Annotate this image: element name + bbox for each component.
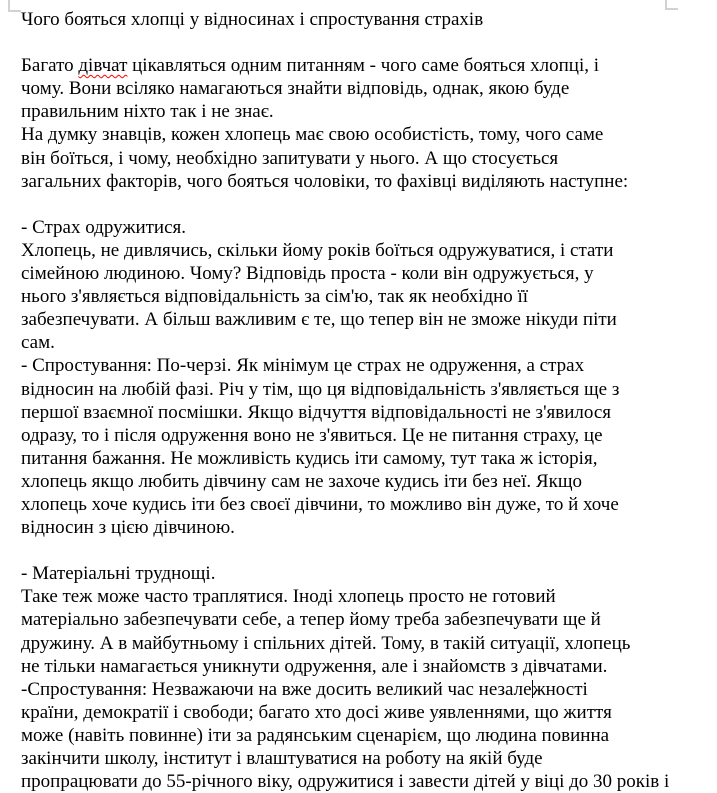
line-text: матеріально забезпечувати себе, а тепер йому треба забезпечувати ще й [21, 609, 601, 631]
misspelled-word[interactable]: дівчат [78, 55, 128, 77]
document-line[interactable] [21, 331, 711, 354]
line-text: -Спростування: Незважаючи на вже досить великий час незале [21, 678, 532, 700]
document-line[interactable] [21, 378, 711, 401]
document-line[interactable] [21, 655, 711, 678]
document-line[interactable] [21, 447, 711, 470]
line-text: закінчити школу, інститут і влаштуватися на роботу на якій буде [21, 748, 543, 769]
document-line[interactable] [21, 424, 711, 447]
line-text: - Спростування: По-черзі. Як мінімум це страх не одруження, а страх [21, 355, 585, 377]
line-text: хлопець якщо любить дівчину сам не захоче кудись іти без неї. Якщо [21, 470, 582, 492]
document-line[interactable] [21, 701, 711, 724]
document-line[interactable] [21, 262, 711, 285]
line-text: Багато [21, 55, 79, 77]
line-text: хлопець хоче кудись іти без своєї дівчини, то можливо він дуже, то й хоче [21, 493, 619, 515]
document-line[interactable] [21, 31, 711, 54]
document-line[interactable] [21, 216, 711, 239]
document-line[interactable] [21, 632, 711, 655]
document-line[interactable] [21, 493, 711, 516]
line-text: жності [532, 678, 588, 700]
line-text: загальних факторів, чого бояться чоловіки, то фахівці виділяють наступне: [21, 170, 629, 192]
line-text: - Матеріальні труднощі. [21, 563, 216, 585]
document-line[interactable] [21, 147, 711, 170]
line-text: може (навіть повинне) іти за радянським сценарієм, що людина повинна [21, 724, 610, 746]
document-line[interactable] [21, 678, 711, 701]
line-text: чому. Вони всіляко намагаються знайти відповідь, однак, якою буде [21, 78, 570, 100]
document-line[interactable] [21, 170, 711, 193]
line-text: правильним ніхто так і не знає. [21, 101, 274, 123]
document-line[interactable] [21, 239, 711, 262]
line-text: нього з'являється відповідальність за сім'ю, так як необхідно її [21, 286, 529, 308]
line-text: цікавляться одним питанням - чого саме бояться хлопці, і [127, 55, 599, 77]
document-line[interactable] [21, 747, 711, 770]
document-line[interactable] [21, 354, 711, 377]
line-text: відносин на любій фазі. Річ у тім, що ця відповідальність з'являється ще з [21, 378, 620, 400]
text-boundary-mark-top-left [8, 0, 21, 12]
document-line[interactable] [21, 401, 711, 424]
line-text: питання бажання. Не можливість кудись іти самому, тут така ж історія, [21, 447, 598, 469]
document-line[interactable] [21, 54, 711, 77]
document-line[interactable] [21, 470, 711, 493]
document-line[interactable] [21, 724, 711, 747]
line-text: На думку знавців, кожен хлопець має свою особистість, тому, чого саме [21, 124, 604, 146]
document-text-area[interactable] [21, 8, 711, 793]
document-line[interactable] [21, 585, 711, 608]
line-text: Таке теж може часто траплятися. Іноді хлопець просто не готовий [21, 586, 556, 608]
line-text: сам. [21, 332, 55, 354]
document-line[interactable] [21, 77, 711, 100]
line-text: забезпечувати. А більш важливим є те, що тепер він не зможе нікуди піти [21, 309, 617, 331]
line-text: він боїться, і чому, необхідно запитувати у нього. А що стосується [21, 147, 559, 169]
line-text: країни, демократії і свободи; багато хто досі живе уявленнями, що життя [21, 701, 612, 723]
document-line[interactable] [21, 285, 711, 308]
document-line[interactable] [21, 308, 711, 331]
document-line[interactable] [21, 562, 711, 585]
document-line[interactable] [21, 193, 711, 216]
line-text: - Страх одружитися. [21, 216, 187, 238]
line-text: одразу, то і після одруження воно не з'явиться. Це не питання страху, це [21, 424, 603, 446]
line-text: не тільки намагається уникнути одруження, але і знайомств з дівчатами. [21, 655, 608, 677]
line-text: пропрацювати до 55-річного віку, одружитися і завести дітей у віці до 30 років і [21, 771, 670, 793]
line-text: Хлопець, не дивлячись, скільки йому років боїться одружуватися, і стати [21, 239, 614, 261]
document-line[interactable] [21, 608, 711, 631]
line-text: сімейною людиною. Чому? Відповідь проста - коли він одружується, у [21, 263, 594, 285]
line-text: Чого бояться хлопці у відносинах і спростування страхів [21, 9, 484, 30]
line-text: дружину. А в майбутньому і спільних дітей. Тому, в такій ситуації, хлопець [21, 632, 631, 654]
document-line[interactable] [21, 539, 711, 562]
line-text: відносин з цією дівчиною. [21, 517, 235, 539]
document-title-line[interactable] [21, 8, 711, 31]
document-line[interactable] [21, 770, 711, 793]
line-text: першої взаємної посмішки. Якщо відчуття відповідальності не з'явилося [21, 401, 611, 423]
document-line[interactable] [21, 100, 711, 123]
document-line[interactable] [21, 516, 711, 539]
document-line[interactable] [21, 123, 711, 146]
